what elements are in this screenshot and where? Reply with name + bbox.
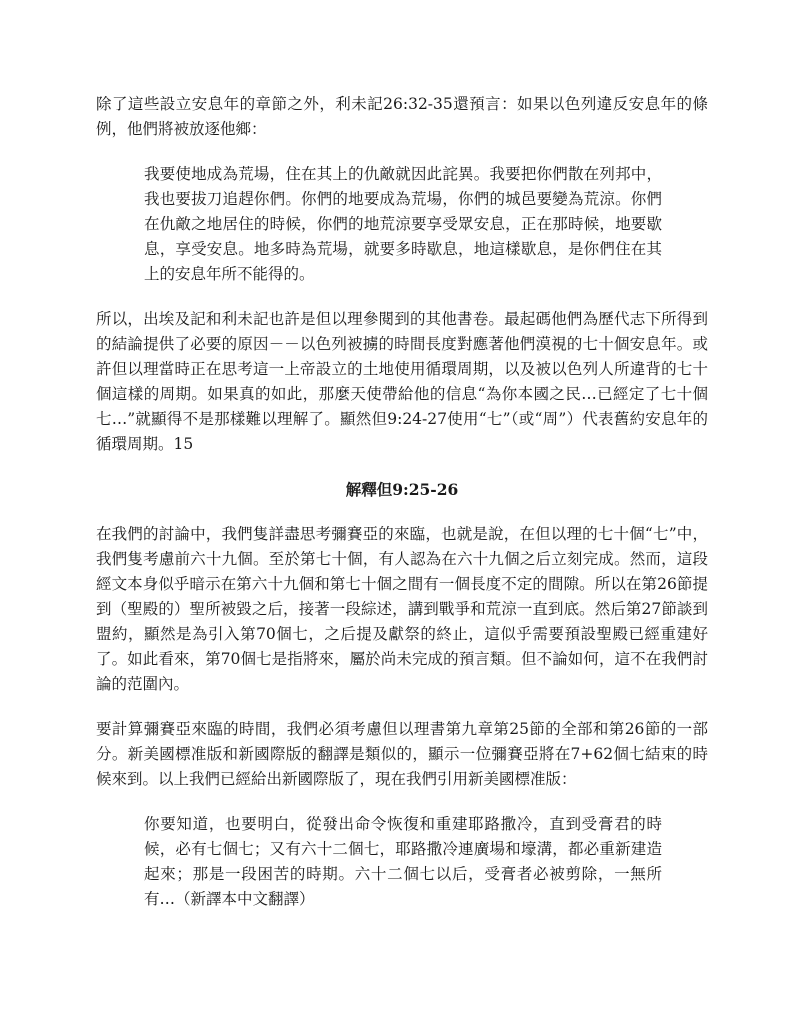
document-page [96, 92, 708, 932]
paragraph-discussion: 在我們的討論中，我們隻詳盡思考彌賽亞的來臨，也就是說，在但以理的七十個“七”中，我們隻考慮前六十九個。至於第七十個，有人認為在六十九個之后立刻完成。然而，這段經文本身似乎暗示在第六十九個和第七十個之間有一個長度不定的間隙。所以在第26節提到（聖殿的）聖所被毀之后，接著一段綜述，講到戰爭和荒涼一直到底。然后第27節談到盟約，顯然是為引入第70個七，之后提及獻祭的終止，這似乎需要預設聖殿已經重建好了。如此看來，第70個七是指將來，屬於尚未完成的預言類。但不論如何，這不在我們討論的范圍內。 [96, 525, 708, 693]
paragraph-calculation: 要計算彌賽亞來臨的時間，我們必須考慮但以理書第九章第25節的全部和第26節的一部分。新美國標准版和新國際版的翻譯是類似的，顯示一位彌賽亞將在7+62個七結束的時候來到。以上我們已經給出新國際版了，現在我們引用新美國標准版： [96, 720, 708, 788]
blockquote-daniel: 你要知道，也要明白，從發出命令恢復和重建耶路撒冷，直到受膏君的時候，必有七個七；又有六十二個七，耶路撒冷連廣場和壕溝，都必重新建造起來；那是一段困苦的時期。六十二個七以后，受膏者必被剪除，一無所有…（新譯本中文翻譯） [144, 815, 662, 908]
section-heading: 解釋但9:25-26 [345, 480, 459, 499]
blockquote-leviticus: 我要使地成為荒場，住在其上的仇敵就因此詫異。我要把你們散在列邦中，我也要拔刀追趕你們。你們的地要成為荒場，你們的城邑要變為荒涼。你們在仇敵之地居住的時候，你們的地荒涼要享受眾安息，正在那時候，地要歇息，享受安息。地多時為荒場，就要多時歇息，地這樣歇息，是你們住在其上的安息年所不能得的。 [144, 165, 662, 283]
paragraph-intro: 除了這些設立安息年的章節之外，利未記26:32-35還預言：如果以色列違反安息年的條例，他們將被放逐他鄉： [96, 95, 708, 138]
paragraph-conclusion: 所以，出埃及記和利未記也許是但以理參閱到的其他書卷。最起碼他們為歷代志下所得到的結論提供了必要的原因－－以色列被擄的時間長度對應著他們漠視的七十個安息年。或許但以理當時正在思考這一上帝設立的土地使用循環周期，以及被以色列人所違背的七十個這樣的周期。如果真的如此，那麼天使帶給他的信息“為你本國之民…已經定了七十個七…”就顯得不是那樣難以理解了。顯然但9:24-27使用“七”（或“周”）代表舊約安息年的循環周期。15 [96, 310, 708, 453]
